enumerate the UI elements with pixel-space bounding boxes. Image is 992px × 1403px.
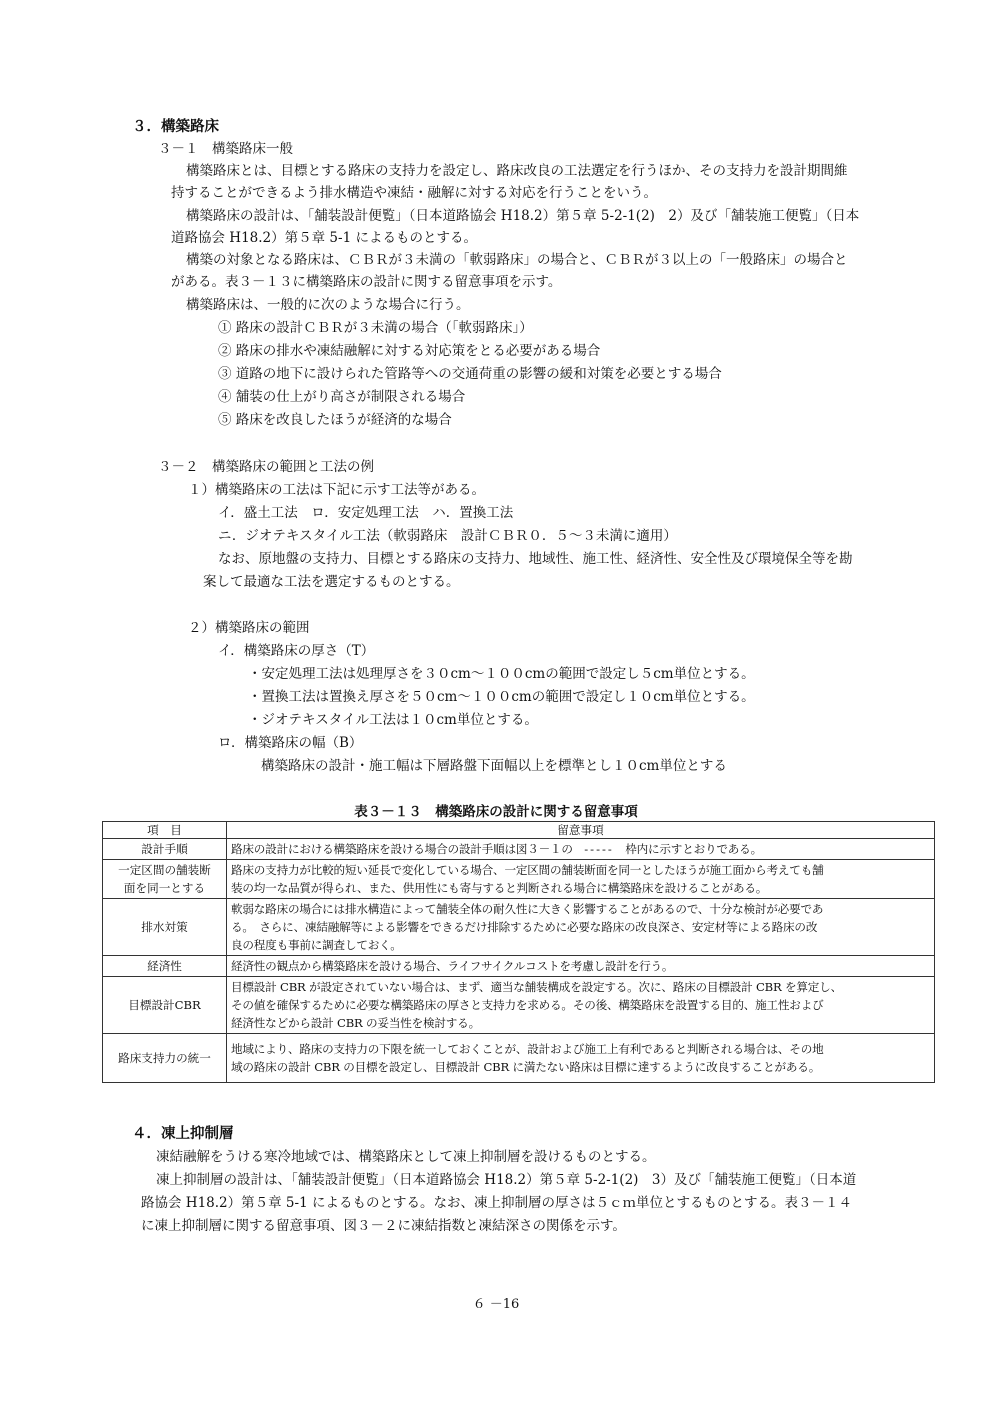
list-item: ④ 舗装の仕上がり高さが制限される場合 [218, 389, 466, 405]
table-row [103, 899, 935, 956]
notes-table [102, 821, 935, 1083]
paragraph-line: 持することができるよう排水構造や凍結・融解に対する対応を行うことをいう。 [171, 185, 657, 201]
list-item: ・ジオテキスタイル工法は１０cm単位とする。 [248, 712, 538, 728]
paragraph-line: 路協会 H18.2）第５章 5-1 によるものとする。なお、凍上抑制層の厚さは５ｃｍ単位とするものとする。表３－１４ [141, 1195, 852, 1211]
list-item: ・安定処理工法は処理厚さを３０cm～１００cmの範囲で設定し５cm単位とする。 [248, 666, 755, 682]
paragraph-line: 凍結融解をうける寒冷地域では、構築路床として凍上抑制層を設けるものとする。 [156, 1149, 656, 1165]
list-item: ・置換工法は置換え厚さを５０cm～１００cmの範囲で設定し１０cm単位とする。 [248, 689, 755, 705]
list-item: ① 路床の設計ＣＢＲが３未満の場合（「軟弱路床」） [218, 320, 533, 336]
subsection-title: １）構築路床の工法は下記に示す工法等がある。 [188, 482, 485, 498]
page-number: ６ －16 [472, 1297, 520, 1312]
section-4-title: ４．凍上抑制層 [132, 1126, 234, 1142]
list-item: ② 路床の排水や凍結融解に対する対応策をとる必要がある場合 [218, 343, 601, 359]
table-header-cell: 留意事項 [227, 822, 935, 839]
list-item: ③ 道路の地下に設けられた管路等への交通荷重の影響の緩和対策を必要とする場合 [218, 366, 722, 382]
table-value-cell: 路床の支持力が比較的短い延長で変化している場合、一定区間の舗装断面を同一としたほうが施工面から考えても舗 装の均一な品質が得られ、また、供用性にも寄与すると判断される場合に構築路床を設けることがある。 [227, 860, 935, 899]
table-row [103, 1034, 935, 1083]
paragraph-line: 構築路床は、一般的に次のような場合に行う。 [186, 297, 470, 313]
table-row [103, 860, 935, 899]
table-value-cell: 目標設計 CBR が設定されていない場合は、まず、適当な舗装構成を設定する。次に、路床の目標設計 CBR を算定し、 その値を確保するために必要な構築路床の厚さと支持力を求める。その後、構築路床を設置する目的、施工性および 経済性などから設計 CBR の妥当性を検討する。 [227, 977, 935, 1034]
table-key-cell: 一定区間の舗装断 面を同一とする [103, 860, 227, 899]
paragraph-line: に凍上抑制層に関する留意事項、図３－２に凍結指数と凍結深さの関係を示す。 [141, 1218, 626, 1234]
table-key-cell: 排水対策 [103, 899, 227, 956]
paragraph-line: なお、原地盤の支持力、目標とする路床の支持力、地域性、施工性、経済性、安全性及び環境保全等を勘 [218, 551, 853, 567]
paragraph-line: 構築路床の設計・施工幅は下層路盤下面幅以上を標準とし１０cm単位とする [261, 758, 727, 774]
table-header-cell: 項 目 [103, 822, 227, 839]
subsection-title: ２）構築路床の範囲 [188, 620, 310, 636]
table-header-row [103, 822, 935, 839]
dashed-box-marker: ----- [584, 842, 614, 856]
paragraph-line: 構築路床とは、目標とする路床の支持力を設定し、路床改良の工法選定を行うほか、その支持力を設計期間維 [186, 163, 848, 179]
list-item: ⑤ 路床を改良したほうが経済的な場合 [218, 412, 452, 428]
table-value-cell: 軟弱な路床の場合には排水構造によって舗装全体の耐久性に大きく影響することがあるので、十分な検討が必要であ る。 さらに、凍結融解等による影響をできるだけ排除するために必要な路床の改良深さ、安定材等による路床の改 良の程度も事前に調査しておく。 [227, 899, 935, 956]
paragraph-line: がある。表３－１３に構築路床の設計に関する留意事項を示す。 [171, 274, 562, 290]
table-key-cell: 目標設計CBR [103, 977, 227, 1034]
table-key-cell: 設計手順 [103, 839, 227, 860]
table-key-cell: 路床支持力の統一 [103, 1034, 227, 1083]
table-value-cell: 地域により、路床の支持力の下限を統一しておくことが、設計および施工上有利であると判断される場合は、その地 域の路床の設計 CBR の目標を設定し、目標設計 CBR に満たない路床は目標に達するように改良することがある。 [227, 1034, 935, 1083]
list-item: ニ．ジオテキスタイル工法（軟弱路床 設計ＣＢＲ０．５～３未満に適用） [218, 528, 677, 544]
section-3-1-title: ３－１ 構築路床一般 [158, 141, 293, 157]
table-row [103, 839, 935, 860]
paragraph-line: 構築の対象となる路床は、ＣＢＲが３未満の「軟弱路床」の場合と、ＣＢＲが３以上の「一般路床」の場合と [186, 252, 848, 268]
paragraph-line: 案して最適な工法を選定するものとする。 [203, 574, 460, 590]
table-value-cell: 路床の設計における構築路床を設ける場合の設計手順は図３－１の ----- 枠内に示すとおりである。 [227, 839, 935, 860]
section-3-2-title: ３－２ 構築路床の範囲と工法の例 [158, 459, 374, 475]
table-value-cell: 経済性の観点から構築路床を設ける場合、ライフサイクルコストを考慮し設計を行う。 [227, 956, 935, 977]
table-caption: 表３－１３ 構築路床の設計に関する留意事項 [354, 804, 638, 820]
table-key-cell: 経済性 [103, 956, 227, 977]
table-row [103, 977, 935, 1034]
item-title: ロ．構築路床の幅（B） [218, 735, 363, 751]
paragraph-line: 道路協会 H18.2）第５章 5-1 によるものとする。 [171, 230, 477, 246]
section-3-title: ３．構築路床 [132, 119, 219, 135]
paragraph-line: 構築路床の設計は、「舗装設計便覧」（日本道路協会 H18.2）第５章 5-2-1(2) 2）及び「舗装施工便覧」（日本 [186, 208, 860, 224]
item-title: イ．構築路床の厚さ（T） [218, 643, 375, 659]
table-row [103, 956, 935, 977]
paragraph-line: 凍上抑制層の設計は、「舗装設計便覧」（日本道路協会 H18.2）第５章 5-2-1(2) 3）及び「舗装施工便覧」（日本道 [156, 1172, 857, 1188]
list-item: イ．盛土工法 ロ．安定処理工法 ハ．置換工法 [218, 505, 514, 521]
